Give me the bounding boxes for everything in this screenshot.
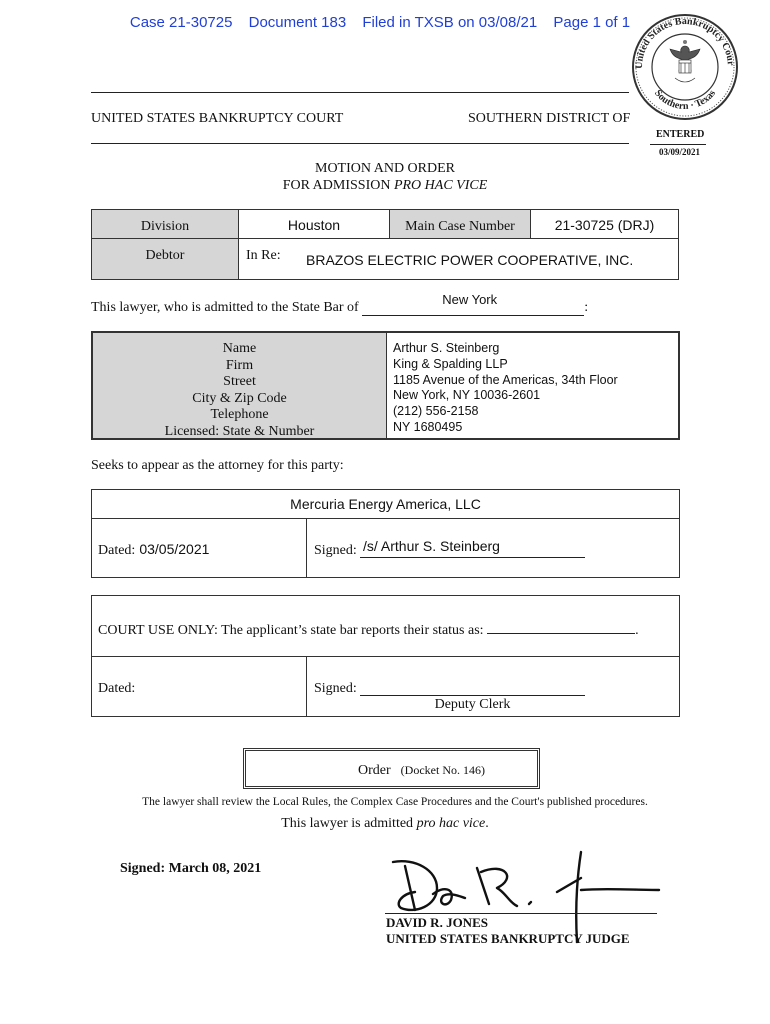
lawyer-value-item: Arthur S. Steinberg — [393, 341, 500, 355]
court-use-cell — [91, 595, 680, 657]
lawyer-values-cell — [386, 331, 680, 440]
debtor-label-cell — [91, 238, 239, 280]
court-signature-line — [360, 683, 585, 696]
division-value-cell — [238, 209, 390, 239]
lawyer-label-item: Licensed: State & Number — [164, 423, 315, 439]
party-name-cell — [91, 489, 680, 519]
debtor-label: Debtor — [145, 248, 185, 263]
party-dated-label: Dated: — [98, 543, 136, 558]
seal-top-text: United States Bankruptcy Cour — [633, 15, 737, 70]
court-use-end: . — [635, 623, 639, 638]
subtitle-italic: PRO HAC VICE — [393, 178, 488, 193]
lawyer-values — [393, 341, 678, 436]
order-box — [243, 748, 540, 789]
party-dated-cell — [91, 518, 307, 578]
deputy-clerk-label: Deputy Clerk — [434, 697, 511, 712]
entered-date: 03/09/2021 — [659, 147, 701, 157]
page-info: Page 1 of 1 — [553, 14, 631, 31]
party-signature-line — [360, 539, 585, 558]
party-prompt: Seeks to appear as the attorney for this party: — [91, 458, 344, 473]
lawyer-value-item: New York, NY 10036-2601 — [393, 388, 541, 403]
state-bar-value: New York — [442, 292, 498, 307]
state-bar-suffix: : — [584, 300, 589, 315]
subtitle-prefix: FOR ADMISSION — [282, 178, 391, 193]
party-dated-value: 03/05/2021 — [139, 541, 210, 557]
document-title: MOTION AND ORDER — [315, 161, 455, 176]
docket-number: (Docket No. 146) — [400, 763, 485, 777]
lawyer-label-item: Street — [223, 374, 256, 389]
party-signed-label: Signed: — [314, 543, 357, 558]
state-bar-prefix: This lawyer, who is admitted to the State Bar of — [91, 300, 359, 315]
division-value: Houston — [287, 217, 341, 233]
case-number: Case 21-30725 — [129, 14, 233, 31]
review-instruction: The lawyer shall review the Local Rules, the Complex Case Procedures and the Court's published procedures. — [142, 796, 648, 808]
document-subtitle — [200, 178, 570, 194]
state-bar-line — [91, 292, 589, 316]
lawyer-value-item: King & Spalding LLP — [393, 356, 508, 371]
court-signed-label: Signed: — [314, 681, 357, 696]
admitted-italic: pro hac vice — [416, 816, 486, 831]
state-bar-field — [362, 292, 584, 316]
lawyer-label-item: Firm — [225, 357, 254, 373]
lawyer-label-item: City & Zip Code — [192, 390, 287, 406]
main-case-value-cell — [530, 209, 679, 239]
lawyer-value-item: 1185 Avenue of the Americas, 34th Floor — [393, 372, 618, 387]
party-name: Mercuria Energy America, LLC — [290, 496, 481, 512]
division-label: Division — [140, 219, 190, 234]
debtor-value-cell — [238, 238, 679, 280]
seal-bottom-text: Southern · Texas — [652, 87, 718, 113]
court-use-text: COURT USE ONLY: The applicant’s state bar reports their status as: — [98, 623, 484, 638]
lawyer-value-item: (212) 556-2158 — [393, 404, 479, 419]
court-use-blank — [487, 621, 635, 634]
admission-statement — [0, 816, 770, 832]
court-seal-icon — [628, 10, 742, 120]
in-re-label: In Re: — [246, 248, 281, 263]
court-dated-label: Dated: — [98, 681, 136, 696]
order-label: Order — [358, 763, 391, 778]
main-case-label-cell — [389, 209, 531, 239]
lawyer-label-item: Telephone — [210, 407, 269, 422]
lawyer-label-item: Name — [222, 341, 257, 356]
main-case-value: 21-30725 (DRJ) — [554, 217, 655, 233]
court-signed-cell — [306, 656, 680, 717]
district-name: SOUTHERN DISTRICT OF — [468, 111, 631, 126]
lawyer-labels — [93, 341, 386, 440]
debtor-name: BRAZOS ELECTRIC POWER COOPERATIVE, INC. — [306, 252, 634, 268]
court-dated-cell — [91, 656, 307, 717]
judge-name: DAVID R. JONES — [386, 915, 488, 930]
party-signed-cell — [306, 518, 680, 578]
document-number: Document 183 — [248, 14, 347, 31]
party-signed-value: /s/ Arthur S. Steinberg — [363, 538, 500, 554]
main-case-label: Main Case Number — [405, 219, 515, 234]
admitted-prefix: This lawyer is admitted — [281, 816, 414, 831]
lawyer-labels-cell — [91, 331, 387, 440]
entered-label: ENTERED — [656, 129, 705, 140]
judge-title: UNITED STATES BANKRUPTCY JUDGE — [386, 931, 630, 946]
court-name: UNITED STATES BANKRUPTCY COURT — [91, 111, 344, 126]
division-label-cell — [91, 209, 239, 239]
filed-info: Filed in TXSB on 03/08/21 — [362, 14, 538, 31]
admitted-suffix: . — [485, 816, 489, 831]
signed-date: Signed: March 08, 2021 — [120, 861, 262, 876]
lawyer-value-item: NY 1680495 — [393, 419, 463, 434]
